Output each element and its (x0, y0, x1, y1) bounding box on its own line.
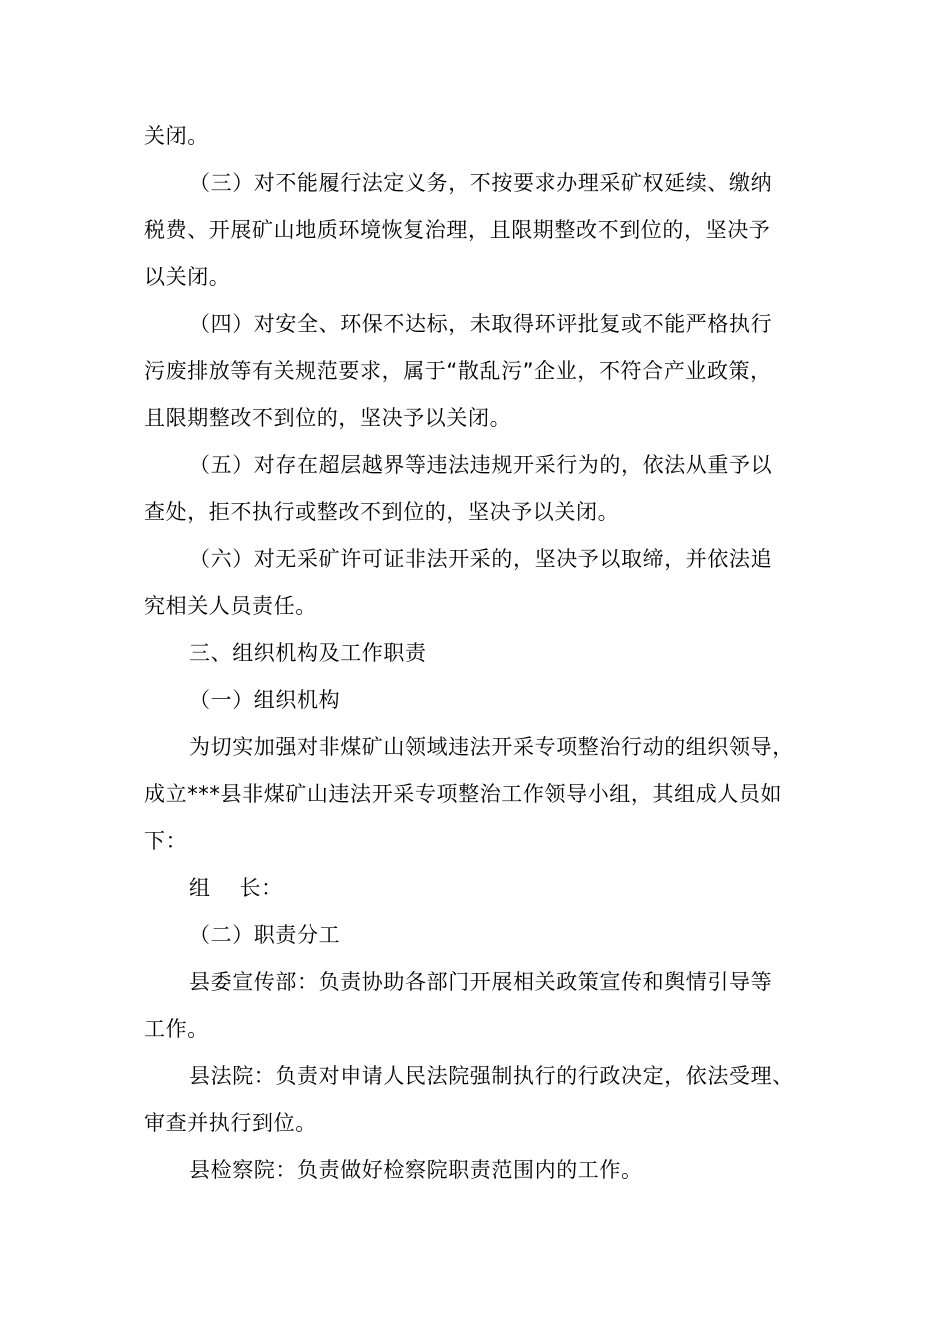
text-line: 关闭。 (144, 124, 209, 148)
text-line: 下： (144, 829, 188, 853)
text-line: 税费、开展矿山地质环境恢复治理，且限期整改不到位的，坚决予 (144, 218, 771, 242)
text-line: （五）对存在超层越界等违法违规开采行为的，依法从重予以 (189, 453, 773, 477)
text-line: （六）对无采矿许可证非法开采的，坚决予以取缔，并依法追 (189, 547, 773, 571)
text-line: 审查并执行到位。 (144, 1111, 317, 1135)
text-line: 成立***县非煤矿山违法开采专项整治工作领导小组，其组成人员如 (144, 782, 783, 806)
text-line: 查处，拒不执行或整改不到位的，坚决予以关闭。 (144, 500, 620, 524)
text-line: 究相关人员责任。 (144, 594, 317, 618)
text-line: 为切实加强对非煤矿山领域违法开采专项整治行动的组织领导， (189, 735, 794, 759)
text-line: 县委宣传部：负责协助各部门开展相关政策宣传和舆情引导等 (189, 970, 773, 994)
text-line: 且限期整改不到位的，坚决予以关闭。 (144, 406, 512, 430)
text-line: 工作。 (144, 1017, 209, 1041)
text-line: 以关闭。 (144, 265, 231, 289)
text-line: （三）对不能履行法定义务，不按要求办理采矿权延续、缴纳 (189, 171, 773, 195)
text-line: （四）对安全、环保不达标，未取得环评批复或不能严格执行 (189, 312, 773, 336)
subsection-heading: （二）职责分工 (189, 923, 341, 947)
section-heading: 三、组织机构及工作职责 (189, 641, 427, 665)
text-line: 组 长： (189, 876, 283, 900)
text-line: 县检察院：负责做好检察院职责范围内的工作。 (189, 1158, 643, 1182)
text-line: 污废排放等有关规范要求，属于“散乱污”企业，不符合产业政策， (144, 359, 772, 383)
text-line: 县法院：负责对申请人民法院强制执行的行政决定，依法受理、 (189, 1064, 794, 1088)
subsection-heading: （一）组织机构 (189, 688, 341, 712)
